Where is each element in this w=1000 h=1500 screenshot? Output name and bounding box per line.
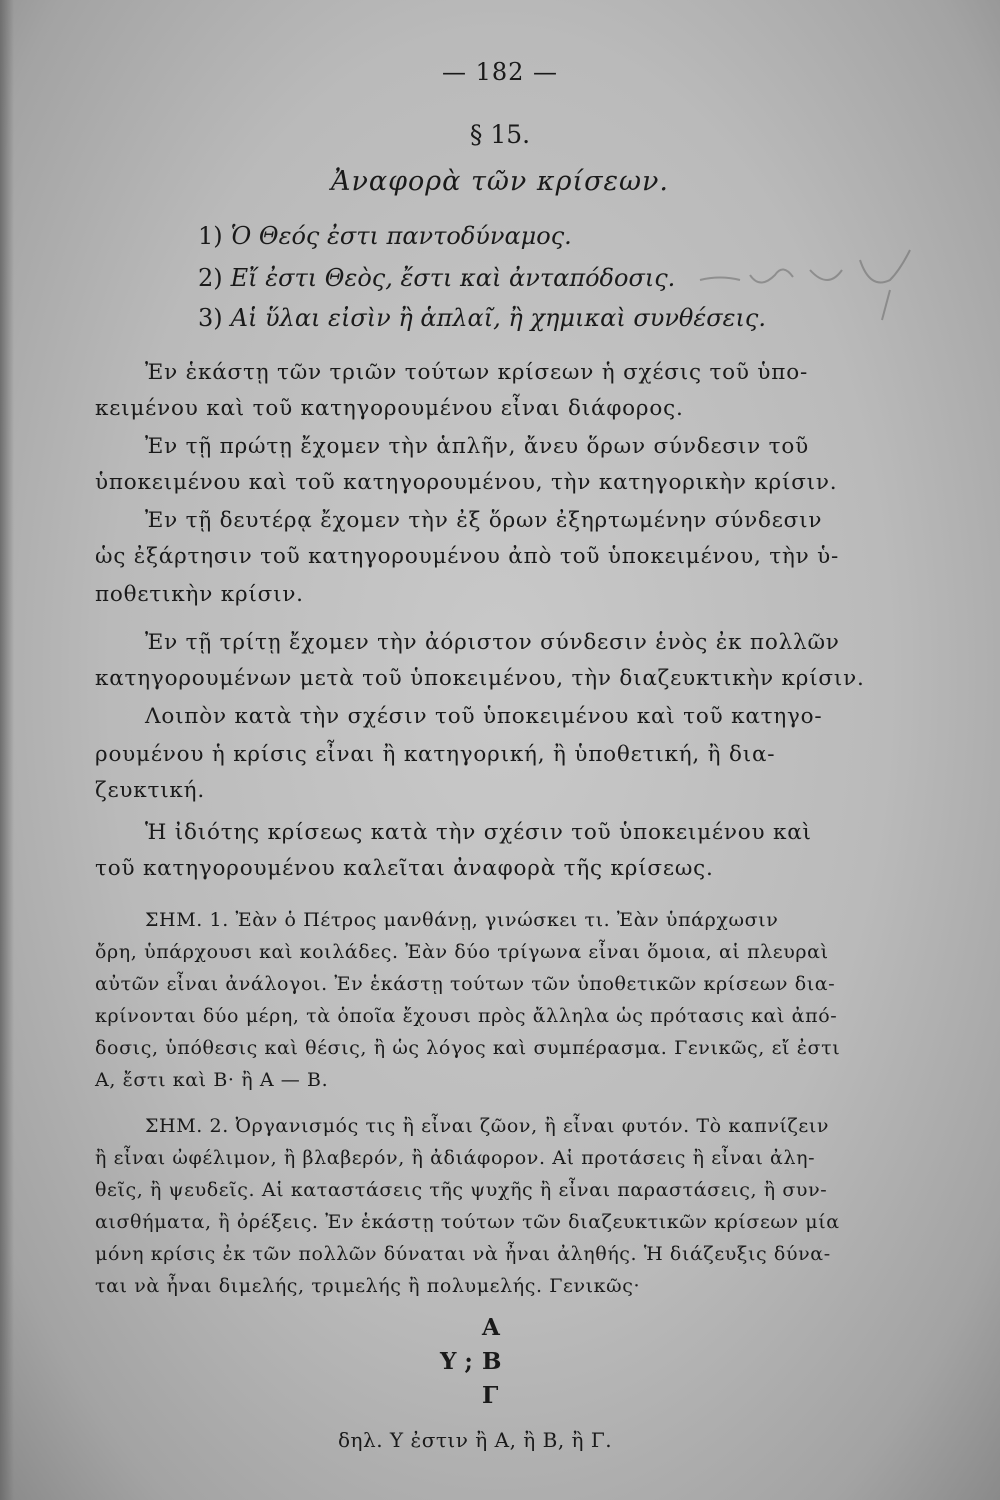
note-2-line: αισθήματα, ἢ ὀρέξεις. Ἐν ἑκάστῃ τούτων τῶν διαζευκτικῶν κρίσεων μία <box>95 1211 840 1233</box>
example-3 <box>198 304 766 332</box>
note-1-line: αὐτῶν εἶναι ἀνάλογοι. Ἐν ἑκάστῃ τούτων τῶν ὑποθετικῶν κρίσεων δια- <box>95 973 836 995</box>
note-2-line: ΣΗΜ. 2. Ὀργανισμός τις ἢ εἶναι ζῶον, ἢ εἶναι φυτόν. Τὸ καπνίζειν <box>145 1115 830 1137</box>
schema-middle: Β <box>482 1348 502 1375</box>
body-line: Ἐν τῇ τρίτῃ ἔχομεν τὴν ἀόριστον σύνδεσιν ἑνὸς ἐκ πολλῶν <box>145 630 840 655</box>
body-line: ποθετικὴν κρίσιν. <box>95 582 304 607</box>
schema-left: Υ ; <box>440 1348 473 1375</box>
body-line: ὑποκειμένου καὶ τοῦ κατηγορουμένου, τὴν κατηγορικὴν κρίσιν. <box>95 470 838 495</box>
body-line: ζευκτική. <box>95 778 205 803</box>
section-heading: § 15. <box>469 120 531 149</box>
note-2-line: ται νὰ ἦναι διμελής, τριμελής ἢ πολυμελής. Γενικῶς· <box>95 1275 641 1297</box>
body-line: ρουμένου ἡ κρίσις εἶναι ἢ κατηγορική, ἢ ὑποθετική, ἢ δια- <box>95 742 776 767</box>
schema-top: Α <box>482 1314 500 1341</box>
note-2-line: ἢ εἶναι ὠφέλιμον, ἢ βλαβερόν, ἢ ἀδιάφορον. Αἱ προτάσεις ἢ εἶναι ἀλη- <box>95 1147 816 1169</box>
body-line: Ἡ ἰδιότης κρίσεως κατὰ τὴν σχέσιν τοῦ ὑποκειμένου καὶ <box>145 820 812 845</box>
example-text: Ὁ Θεός ἐστι παντοδύναμος. <box>230 222 572 250</box>
page-number: — 182 — <box>441 58 559 86</box>
handwritten-scribble <box>690 240 930 330</box>
note-2-line: θεῖς, ἢ ψευδεῖς. Αἱ καταστάσεις τῆς ψυχῆς ἢ εἶναι παραστάσεις, ἢ συν- <box>95 1179 828 1201</box>
example-number: 1) <box>198 222 223 250</box>
section-title: Ἀναφορὰ τῶν κρίσεων. <box>330 166 670 197</box>
example-text: Εἴ ἐστι Θεὸς, ἔστι καὶ ἀνταπόδοσις. <box>230 264 676 292</box>
example-text: Αἱ ὕλαι εἰσὶν ἢ ἁπλαῖ, ἢ χημικαὶ συνθέσεις. <box>230 304 766 332</box>
note-1-line: ὄρη, ὑπάρχουσι καὶ κοιλάδες. Ἐὰν δύο τρίγωνα εἶναι ὅμοια, αἱ πλευραὶ <box>95 941 829 963</box>
example-number: 2) <box>198 264 223 292</box>
example-2 <box>198 264 675 292</box>
footer-line: δηλ. Υ ἐστιν ἢ Α, ἢ Β, ἢ Γ. <box>338 1428 613 1452</box>
body-line: ὡς ἐξάρτησιν τοῦ κατηγορουμένου ἀπὸ τοῦ ὑποκειμένου, τὴν ὑ- <box>95 544 840 569</box>
body-line: κειμένου καὶ τοῦ κατηγορουμένου εἶναι διάφορος. <box>95 396 684 421</box>
note-1-line: ΣΗΜ. 1. Ἐὰν ὁ Πέτρος μανθάνῃ, γινώσκει τι. Ἐὰν ὑπάρχωσιν <box>145 909 779 931</box>
schema-bottom: Γ <box>482 1382 499 1409</box>
note-2-line: μόνη κρίσις ἐκ τῶν πολλῶν δύναται νὰ ἦναι ἀληθής. Ἡ διάζευξις δύνα- <box>95 1243 831 1265</box>
body-line: Λοιπὸν κατὰ τὴν σχέσιν τοῦ ὑποκειμένου καὶ τοῦ κατηγο- <box>145 704 823 729</box>
body-line: τοῦ κατηγορουμένου καλεῖται ἀναφορὰ τῆς κρίσεως. <box>95 856 714 881</box>
body-line: Ἐν ἑκάστῃ τῶν τριῶν τούτων κρίσεων ἡ σχέσις τοῦ ὑπο- <box>145 360 809 385</box>
body-line: Ἐν τῇ δευτέρᾳ ἔχομεν τὴν ἐξ ὅρων ἐξηρτωμένην σύνδεσιν <box>145 508 823 533</box>
body-line: Ἐν τῇ πρώτῃ ἔχομεν τὴν ἁπλῆν, ἄνευ ὅρων σύνδεσιν τοῦ <box>145 434 809 459</box>
example-1 <box>198 222 572 250</box>
note-1-line: Α, ἔστι καὶ Β· ἢ Α — Β. <box>95 1069 329 1091</box>
note-1-line: δοσις, ὑπόθεσις καὶ θέσις, ἢ ὡς λόγος καὶ συμπέρασμα. Γενικῶς, εἴ ἐστι <box>95 1037 841 1059</box>
example-number: 3) <box>198 304 223 332</box>
body-line: κατηγορουμένων μετὰ τοῦ ὑποκειμένου, τὴν διαζευκτικὴν κρίσιν. <box>95 666 865 691</box>
note-1-line: κρίνονται δύο μέρη, τὰ ὁποῖα ἔχουσι πρὸς ἄλληλα ὡς πρότασις καὶ ἀπό- <box>95 1005 838 1027</box>
